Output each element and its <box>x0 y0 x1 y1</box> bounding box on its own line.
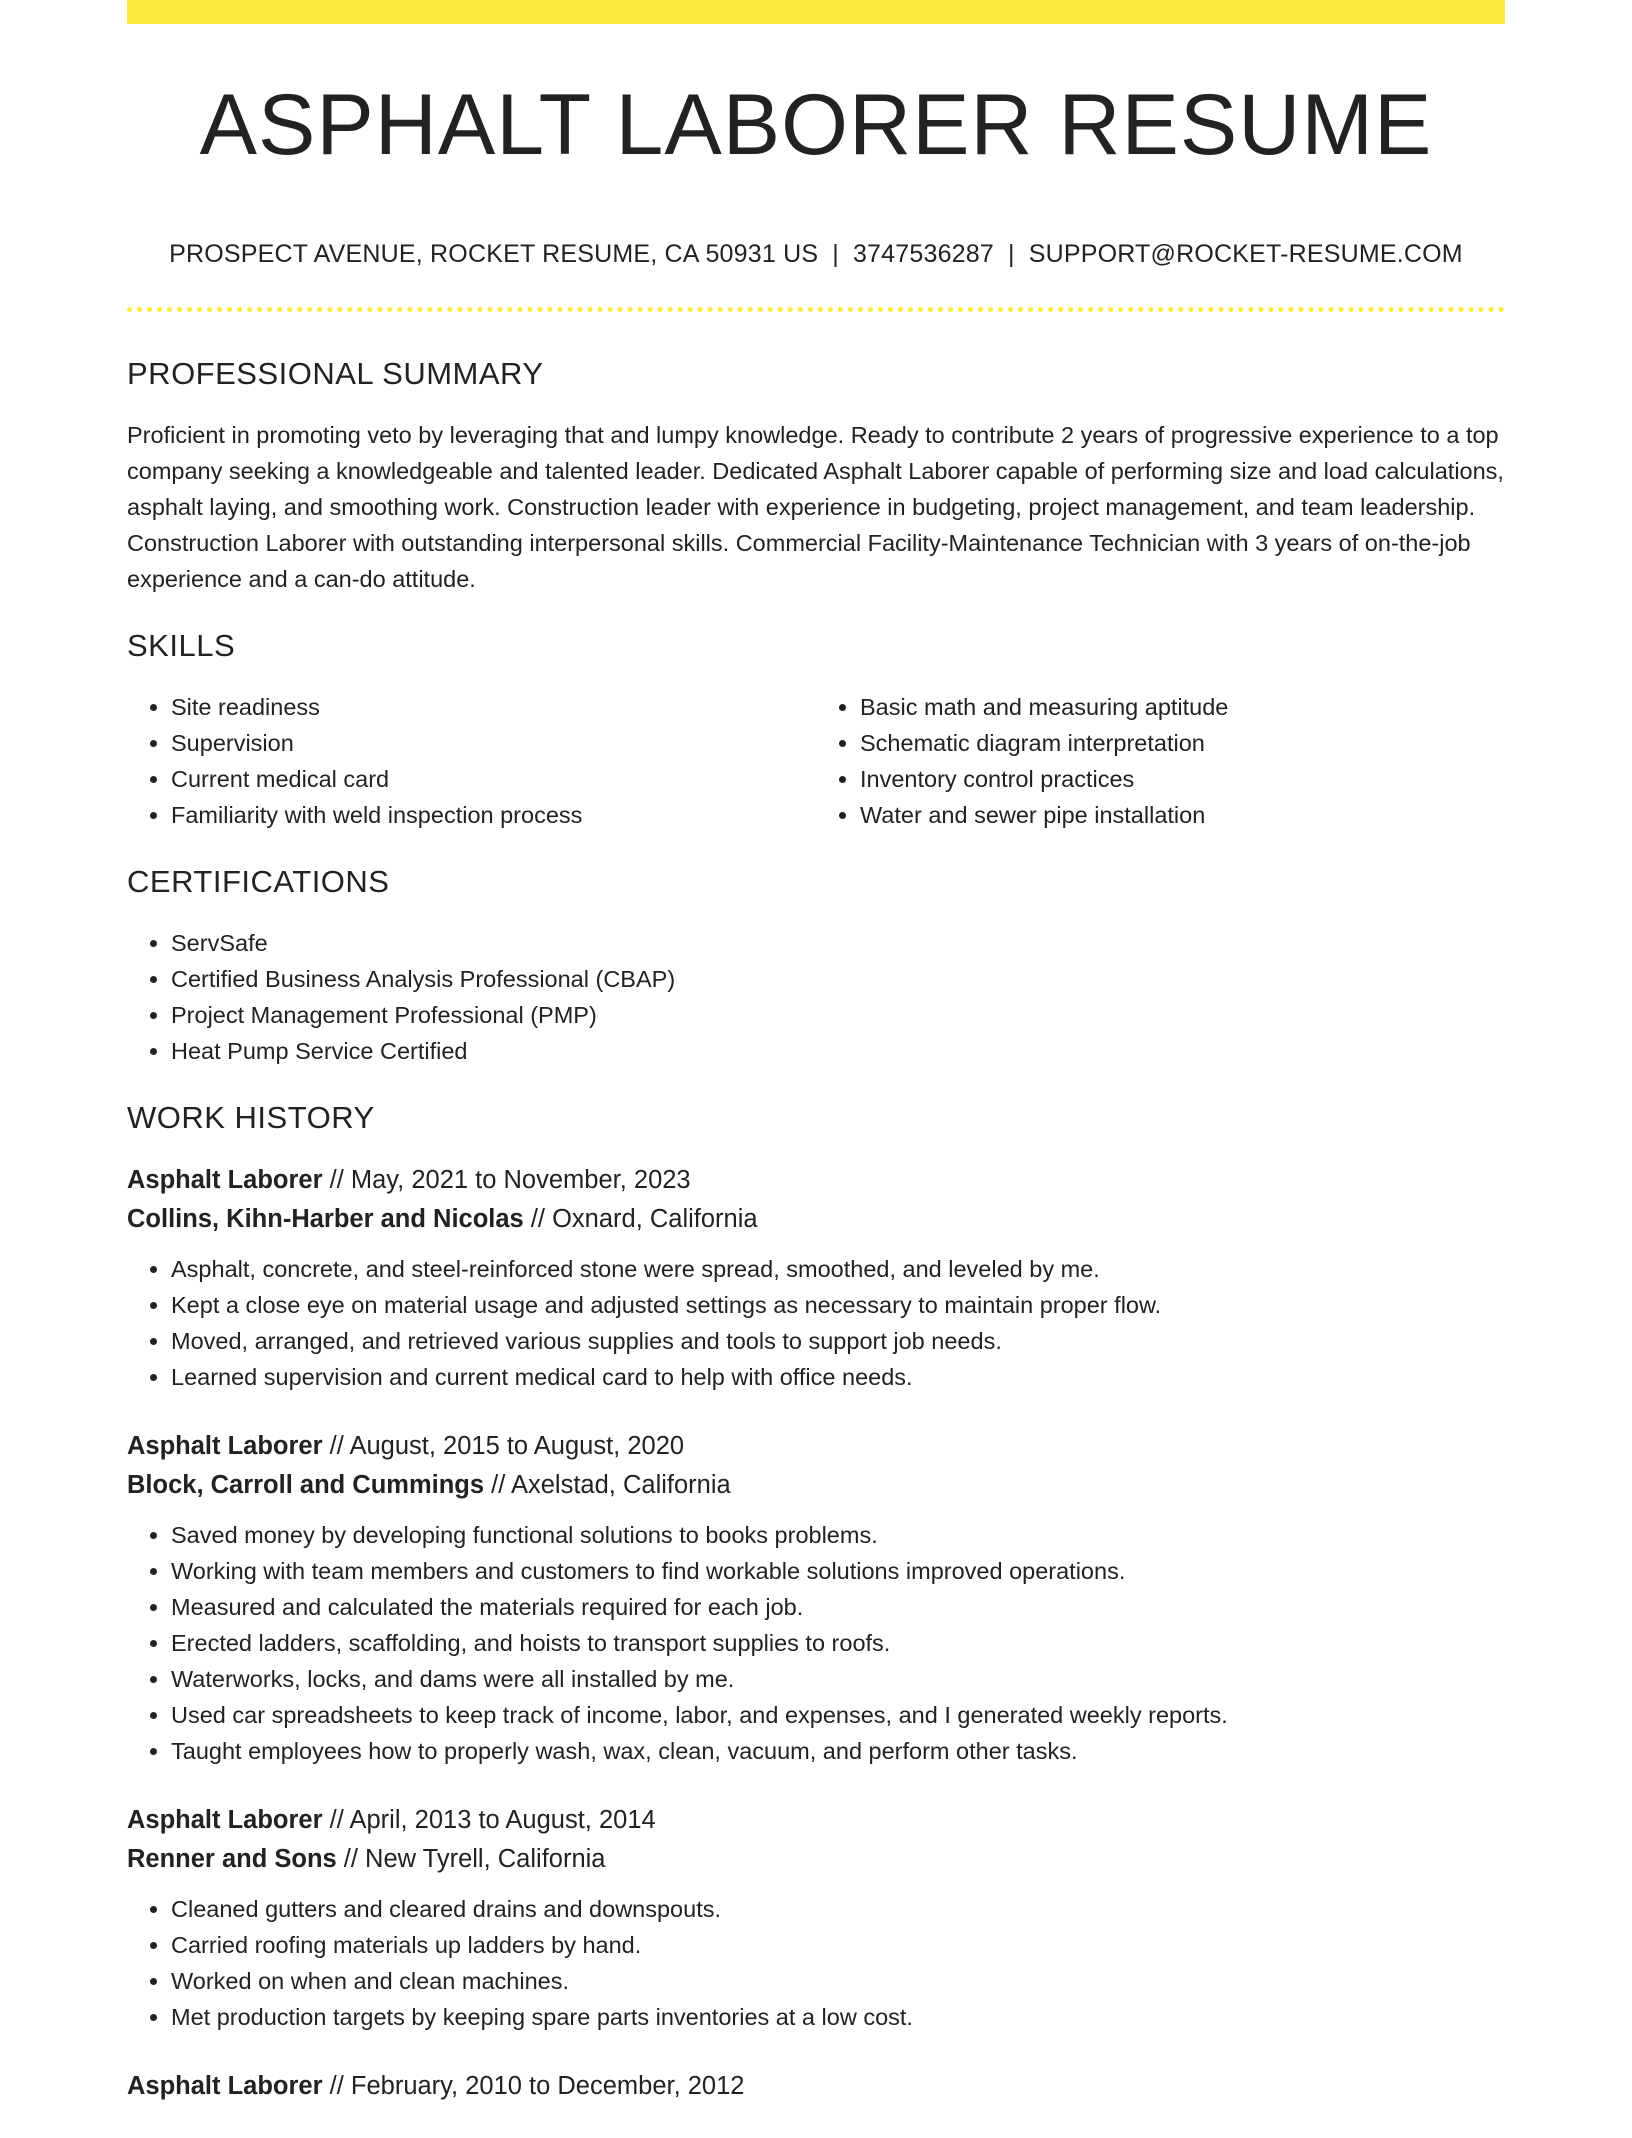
job-entry <box>127 2067 1505 2106</box>
certification-item: • Heat Pump Service Certified <box>171 1033 1505 1069</box>
skills-columns <box>127 689 1505 833</box>
skill-item: • Familiarity with weld inspection process <box>171 797 816 833</box>
job-duties-list <box>127 1251 1505 1395</box>
job-duty: • Measured and calculated the materials required for each job. <box>171 1589 1505 1625</box>
job-company: Block, Carroll and Cummings <box>127 1471 485 1500</box>
skill-item: • Current medical card <box>171 761 816 797</box>
job-duty: • Asphalt, concrete, and steel-reinforced stone were spread, smoothed, and leveled by me. <box>171 1251 1505 1287</box>
job-duty: • Waterworks, locks, and dams were all installed by me. <box>171 1661 1505 1697</box>
job-title-line <box>127 2067 1505 2106</box>
job-role: Asphalt Laborer <box>127 1806 323 1835</box>
job-duty: • Kept a close eye on material usage and adjusted settings as necessary to maintain proper flow. <box>171 1287 1505 1323</box>
skills-heading: SKILLS <box>127 628 236 664</box>
contact-separator: | <box>832 240 839 268</box>
work-history-heading: WORK HISTORY <box>127 1100 375 1136</box>
job-entry <box>127 1427 1505 1769</box>
skill-item: • Supervision <box>171 725 816 761</box>
skill-item: • Water and sewer pipe installation <box>860 797 1505 833</box>
skills-list-left <box>127 689 816 833</box>
job-duty: • Saved money by developing functional solutions to books problems. <box>171 1517 1505 1553</box>
job-company: Collins, Kihn-Harber and Nicolas <box>127 1205 524 1234</box>
job-duty: • Worked on when and clean machines. <box>171 1963 1505 1999</box>
job-role: Asphalt Laborer <box>127 2072 323 2101</box>
job-company-line <box>127 1200 1505 1239</box>
job-title-line <box>127 1801 1505 1840</box>
contact-address: PROSPECT AVENUE, ROCKET RESUME, CA 50931 US <box>169 240 819 268</box>
skill-item: • Inventory control practices <box>860 761 1505 797</box>
job-duties-list <box>127 1517 1505 1769</box>
job-role: Asphalt Laborer <box>127 1432 323 1461</box>
skill-item: • Basic math and measuring aptitude <box>860 689 1505 725</box>
skills-section <box>127 629 1505 833</box>
job-duty: • Working with team members and customers to find workable solutions improved operations. <box>171 1553 1505 1589</box>
job-duty: • Cleaned gutters and cleared drains and downspouts. <box>171 1891 1505 1927</box>
resume-body <box>127 357 1505 2138</box>
job-location: // New Tyrell, California <box>336 1845 606 1874</box>
certification-item: • Certified Business Analysis Professional (CBAP) <box>171 961 1505 997</box>
resume-title: ASPHALT LABORER RESUME <box>199 77 1433 173</box>
job-duty: • Taught employees how to properly wash, wax, clean, vacuum, and perform other tasks. <box>171 1733 1505 1769</box>
contact-email: SUPPORT@ROCKET-RESUME.COM <box>1028 240 1463 268</box>
job-duty: • Moved, arranged, and retrieved various supplies and tools to support job needs. <box>171 1323 1505 1359</box>
job-entry <box>127 1801 1505 2035</box>
job-entry <box>127 1161 1505 1395</box>
contact-separator: | <box>1008 240 1015 268</box>
skill-item: • Schematic diagram interpretation <box>860 725 1505 761</box>
summary-section <box>127 357 1505 597</box>
job-duty: • Carried roofing materials up ladders by hand. <box>171 1927 1505 1963</box>
certifications-section <box>127 865 1505 1069</box>
job-duty: • Learned supervision and current medical card to help with office needs. <box>171 1359 1505 1395</box>
job-role: Asphalt Laborer <box>127 1166 323 1195</box>
accent-bar <box>127 0 1505 24</box>
job-company-line <box>127 1466 1505 1505</box>
job-title-line <box>127 1427 1505 1466</box>
skill-item: • Site readiness <box>171 689 816 725</box>
job-title-line <box>127 1161 1505 1200</box>
contact-line <box>127 240 1505 269</box>
job-dates: // May, 2021 to November, 2023 <box>322 1166 691 1195</box>
dotted-divider <box>127 307 1505 312</box>
job-duties-list <box>127 1891 1505 2035</box>
job-duty: • Met production targets by keeping spare parts inventories at a low cost. <box>171 1999 1505 2035</box>
job-duty: • Used car spreadsheets to keep track of income, labor, and expenses, and I generated weekly reports. <box>171 1697 1505 1733</box>
summary-heading: PROFESSIONAL SUMMARY <box>127 356 544 391</box>
summary-text: Proficient in promoting veto by leveraging that and lumpy knowledge. Ready to contribute 2 years of progressive experience to a top company seeking a knowledgeable and talented leader. Dedicated Asphalt Laborer capable of performing size and load calculations, asphalt laying, and smoothing work. Construction leader with experience in budgeting, project management, and team leadership. Construction Laborer with outstanding interpersonal skills. Commercial Facility-Maintenance Technician with 3 years of on-the-job experience and a can-do attitude. <box>127 422 1504 593</box>
skills-list-right <box>816 689 1505 833</box>
job-location: // Oxnard, California <box>523 1205 758 1234</box>
job-dates: // February, 2010 to December, 2012 <box>322 2072 745 2101</box>
job-company: Renner and Sons <box>127 1845 337 1874</box>
certifications-heading: CERTIFICATIONS <box>127 864 390 900</box>
job-dates: // August, 2015 to August, 2020 <box>322 1432 685 1461</box>
job-duty: • Erected ladders, scaffolding, and hoists to transport supplies to roofs. <box>171 1625 1505 1661</box>
job-location: // Axelstad, California <box>484 1471 731 1500</box>
certification-item: • ServSafe <box>171 925 1505 961</box>
work-history-section <box>127 1101 1505 2106</box>
job-dates: // April, 2013 to August, 2014 <box>322 1806 656 1835</box>
certifications-list <box>127 925 1505 1069</box>
job-company-line <box>127 1840 1505 1879</box>
certification-item: • Project Management Professional (PMP) <box>171 997 1505 1033</box>
contact-phone: 3747536287 <box>852 240 994 268</box>
